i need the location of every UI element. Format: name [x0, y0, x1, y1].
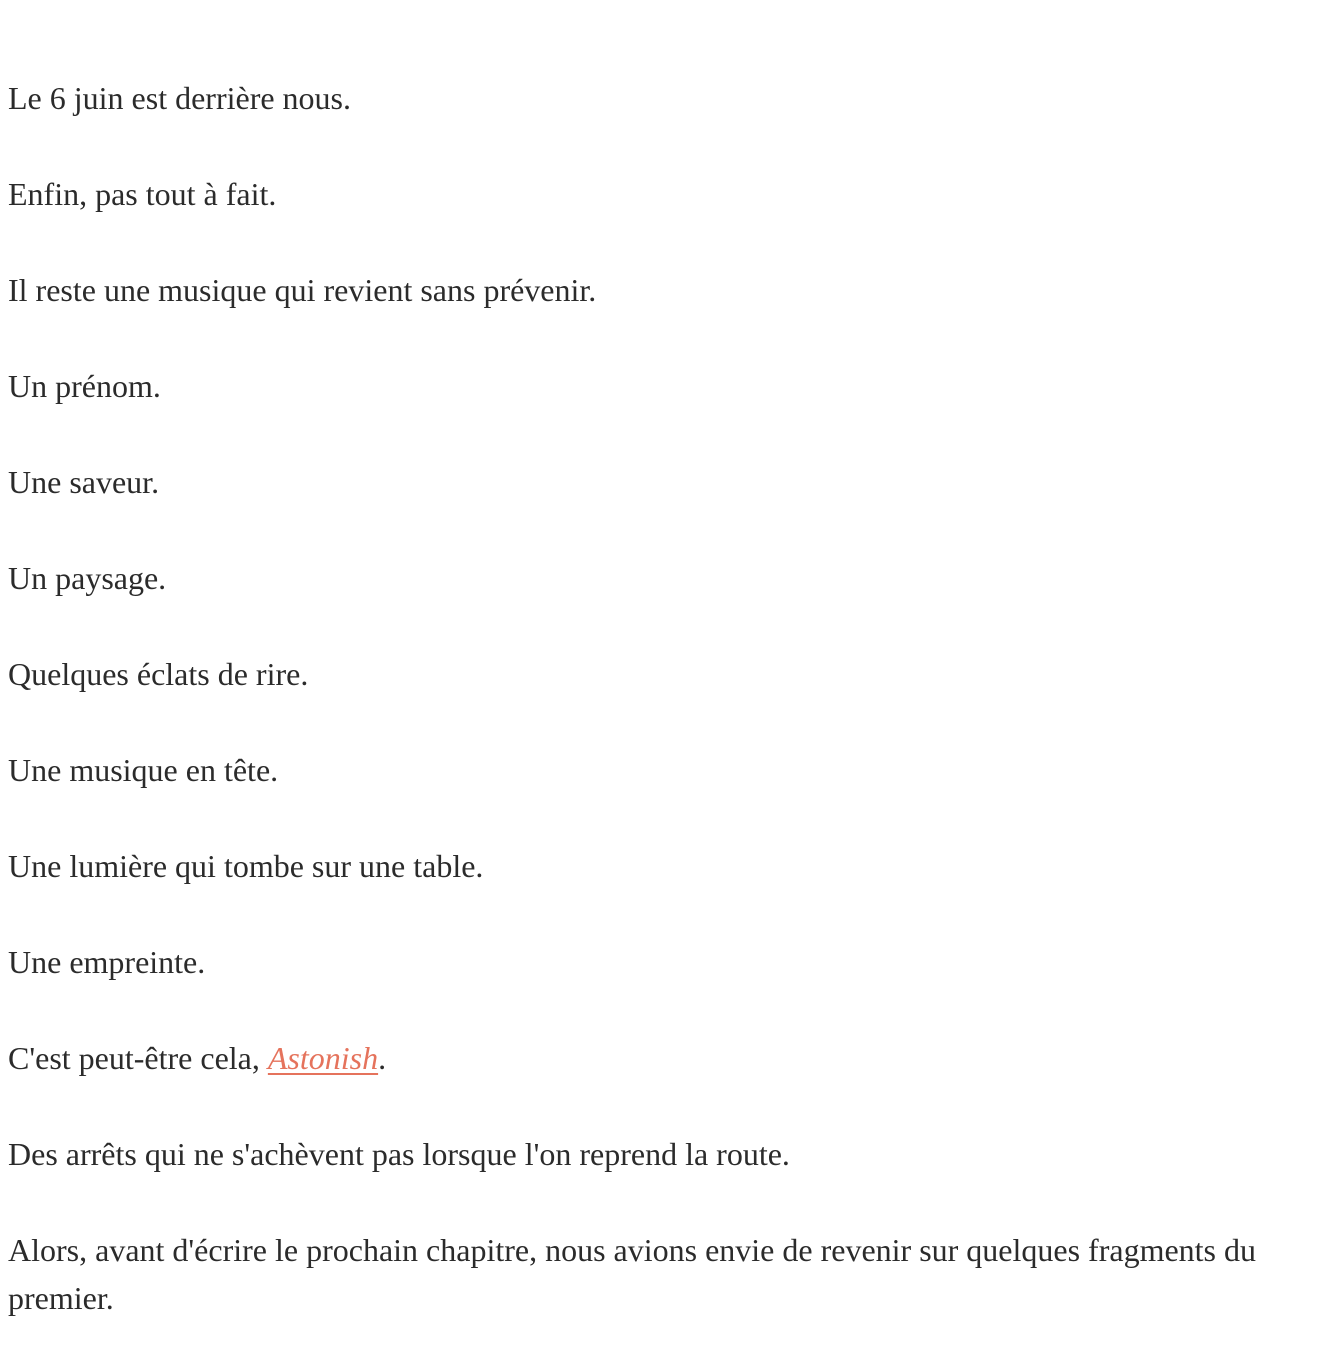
email-body — [8, 74, 1298, 1322]
paragraph-light: Une lumière qui tombe sur une table. — [8, 848, 484, 884]
paragraph-flavor: Une saveur. — [8, 464, 160, 500]
astonish-link[interactable]: Astonish — [267, 1040, 379, 1076]
paragraph-name: Un prénom. — [8, 368, 161, 404]
paragraph-stops: Des arrêts qui ne s'achèvent pas lorsque l'on reprend la route. — [8, 1136, 790, 1172]
paragraph-intro: Le 6 juin est derrière nous. — [8, 80, 351, 116]
paragraph-not-quite: Enfin, pas tout à fait. — [8, 176, 277, 212]
paragraph-music-in-head: Une musique en tête. — [8, 752, 279, 788]
paragraph-next-chapter: Alors, avant d'écrire le prochain chapitre, nous avions envie de revenir sur quelques fragments du premier. — [8, 1232, 1256, 1316]
paragraph-astonish-before: C'est peut-être cela, — [8, 1040, 268, 1076]
paragraph-astonish-after: . — [378, 1040, 387, 1076]
paragraph-imprint: Une empreinte. — [8, 944, 206, 980]
paragraph-astonish — [8, 1034, 1298, 1082]
paragraph-music: Il reste une musique qui revient sans prévenir. — [8, 272, 597, 308]
paragraph-laughter: Quelques éclats de rire. — [8, 656, 309, 692]
paragraph-landscape: Un paysage. — [8, 560, 167, 596]
